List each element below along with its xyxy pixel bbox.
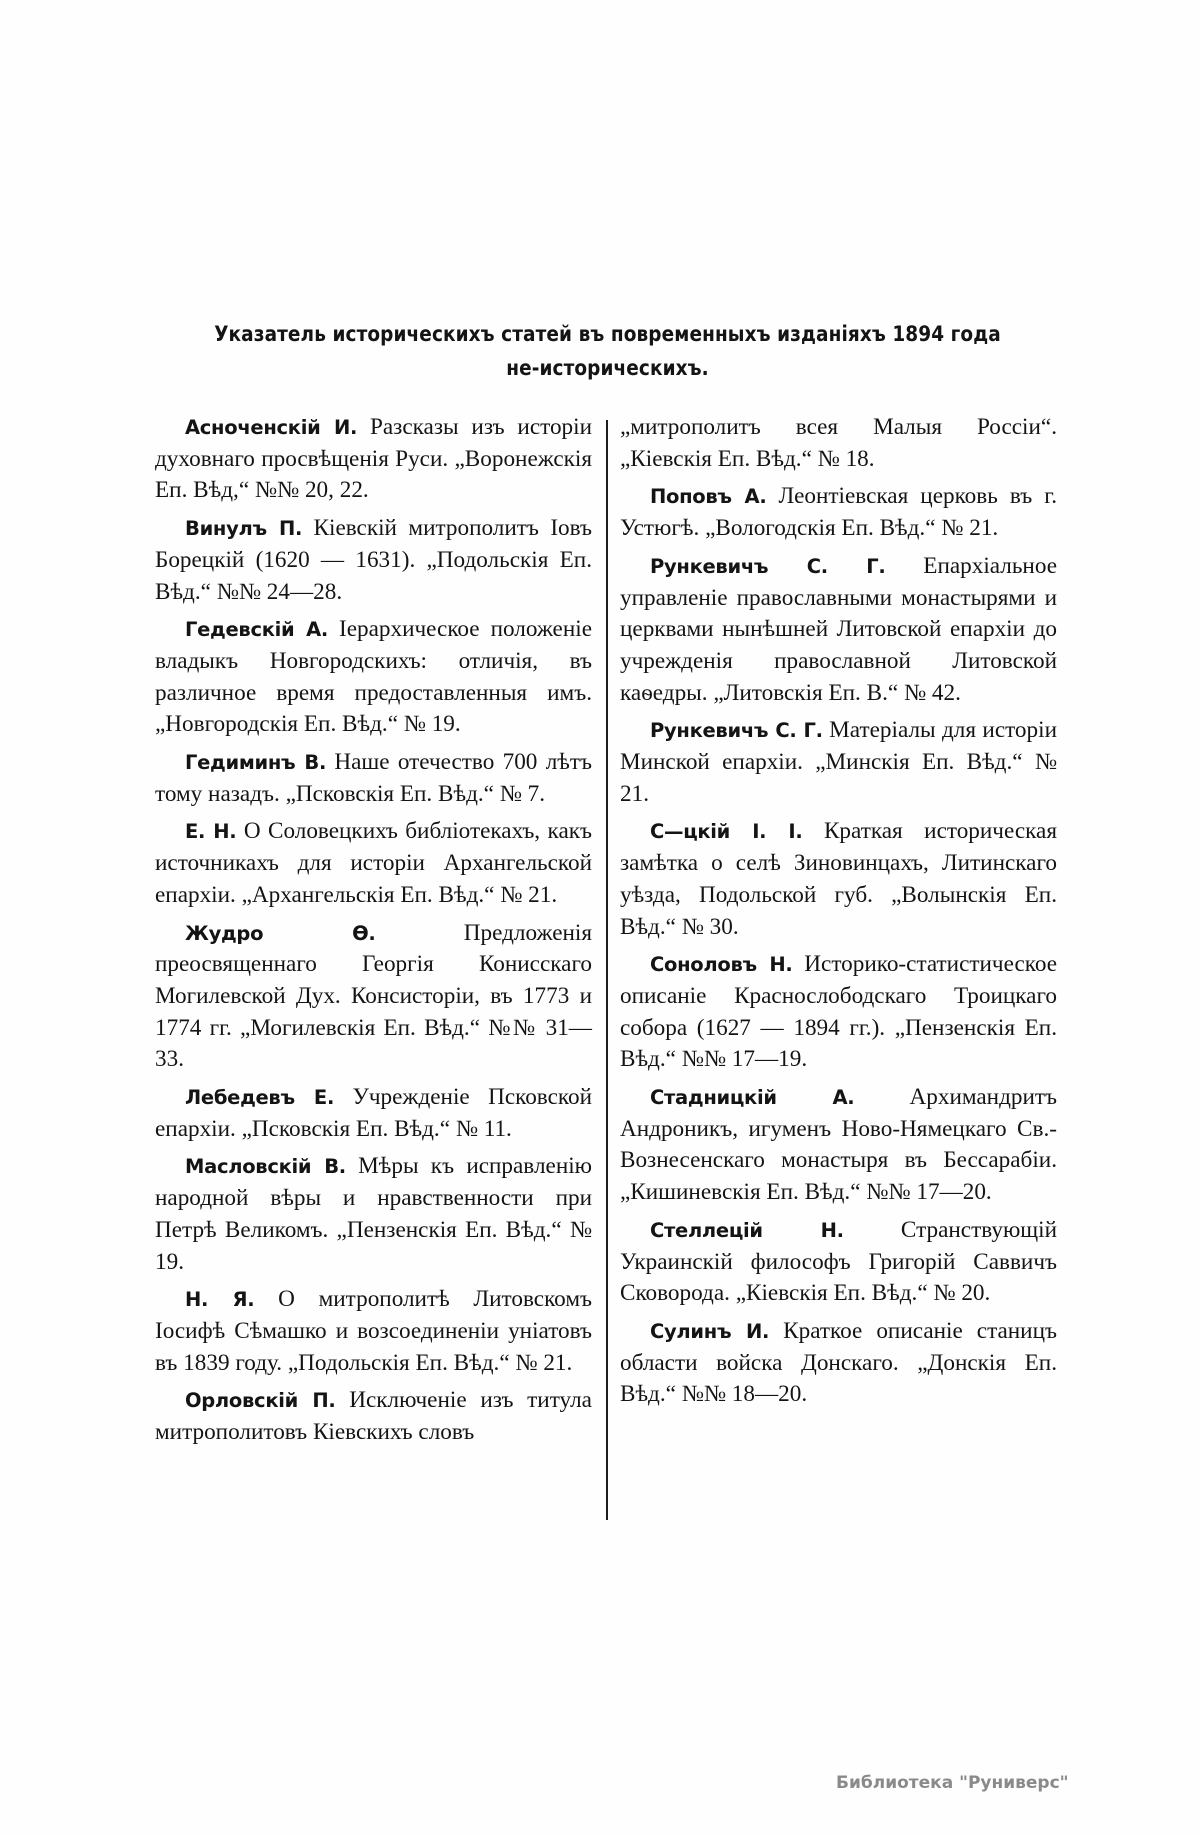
entry-author: Лебедевъ Е.: [185, 1086, 335, 1110]
entry-text: Матеріалы для исторіи Минской епархіи. „Минскія Еп. Вѣд.“ № 21.: [620, 717, 1057, 807]
entry-author: Стадницкій А.: [650, 1086, 855, 1110]
entry-text: Епархіальное управленіе православными монастырями и церквами нынѣшней Литовской епархіи до учрежденія православной Литовской каѳедры. „Литовскія Еп. В.“ № 42.: [620, 552, 1057, 706]
title-line-1: Указатель историческихъ статей въ повременныхъ изданіяхъ 1894 года: [214, 322, 1001, 347]
entry-author: Сулинъ И.: [650, 1319, 770, 1343]
entry-author: Орловскій П.: [185, 1389, 336, 1413]
index-entry: [155, 1151, 592, 1278]
left-column: [155, 412, 592, 1455]
entry-text: Разсказы изъ исторіи духовнаго просвѣщенія Руси. „Воронежскія Еп. Вѣд,“ №№ 20, 22.: [155, 414, 592, 504]
entry-author: Масловскій В.: [185, 1155, 346, 1179]
index-entry: [620, 551, 1057, 710]
entry-text: О Соловецкихъ библіотекахъ, какъ источникахъ для исторіи Архангельской епархіи. „Архангельскія Еп. Вѣд.“ № 21.: [155, 818, 592, 908]
entry-text: Краткое описаніе станицъ области войска Донскаго. „Донскія Еп. Вѣд.“ №№ 18—20.: [620, 1317, 1057, 1408]
index-entry: [620, 715, 1057, 810]
column-divider: [606, 420, 608, 1520]
index-entry: [155, 816, 592, 911]
entry-author: С—цкій І. І.: [650, 820, 803, 844]
index-entry: [155, 918, 592, 1077]
entry-text: Краткая историческая замѣтка о селѣ Зиновинцахъ, Литинскаго уѣзда, Подольской губ. „Волынскія Еп. Вѣд.“ № 30.: [620, 818, 1058, 940]
entry-author: Поповъ А.: [650, 485, 767, 509]
entry-text: Кіевскій митрополитъ Іовъ Борецкій (1620 — 1631). „Подольскія Еп. Вѣд.“ №№ 24—28.: [155, 515, 592, 605]
index-entry: [620, 1082, 1057, 1209]
index-entry: [620, 481, 1057, 544]
entry-text: Исключеніе изъ титула митрополитовъ Кіевскихъ словъ: [155, 1387, 592, 1446]
entry-text: Странствующій Украинскій философъ Григорій Саввичъ Сковорода. „Кіевскія Еп. Вѣд.“ № 20.: [620, 1216, 1057, 1307]
entry-text: Мѣры къ исправленію народной вѣры и нравственности при Петрѣ Великомъ. „Пензенскія Еп. Вѣд.“ № 19.: [155, 1153, 592, 1275]
index-entry: [155, 513, 592, 608]
index-entry: [620, 1316, 1057, 1411]
index-entry: [155, 1284, 592, 1379]
entry-text: Предложенія преосвященнаго Георгія Конисскаго Могилевской Дух. Консисторіи, въ 1773 и 1774 гг. „Могилевскія Еп. Вѣд.“ №№ 31—33.: [155, 919, 592, 1073]
entry-text: Леонтіевская церковь въ г. Устюгѣ. „Вологодскія Еп. Вѣд.“ № 21.: [620, 483, 1057, 542]
entry-author: Н. Я.: [185, 1288, 255, 1312]
entry-author: Стеллецій Н.: [650, 1218, 844, 1242]
entry-text: Учрежденіе Псковской епархіи. „Псковскія Еп. Вѣд.“ № 11.: [155, 1084, 592, 1142]
index-entry: [155, 412, 592, 507]
entry-continuation: „митрополитъ всея Малыя Россіи“. „Кіевскія Еп. Вѣд.“ № 18.: [620, 414, 1057, 472]
entry-author: Жудро Ѳ.: [185, 921, 376, 945]
right-column: [620, 412, 1057, 1417]
index-entry: [620, 816, 1057, 943]
entry-text: Іерархическое положеніе владыкъ Новгородскихъ: отличія, въ различное время предоставленныя имъ. „Новгородскія Еп. Вѣд.“ № 19.: [155, 616, 592, 738]
index-entry: [155, 1082, 592, 1145]
page-title: [214, 318, 1001, 386]
entry-author: Рункевичъ С. Г.: [650, 554, 886, 578]
library-watermark: Библиотека "Руниверс": [836, 1773, 1069, 1793]
title-line-2: не-историческихъ.: [506, 356, 709, 381]
entry-author: Винулъ П.: [185, 517, 303, 541]
entry-author: Рункевичъ С. Г.: [650, 719, 823, 743]
index-entry: [155, 614, 592, 741]
entry-text: О митрополитѣ Литовскомъ Іосифѣ Сѣмашко и возсоединеніи уніатовъ въ 1839 году. „Подольскія Еп. Вѣд.“ № 21.: [155, 1286, 592, 1376]
index-entry: [620, 1215, 1057, 1310]
entry-author: Гедевскій А.: [185, 618, 328, 642]
entry-text: Наше отечество 700 лѣтъ тому назадъ. „Псковскія Еп. Вѣд.“ № 7.: [155, 749, 592, 807]
entry-author: Соноловъ Н.: [650, 953, 793, 977]
entry-text: Архимандритъ Андроникъ, игуменъ Ново-Нямецкаго Св.-Вознесенскаго монастыря въ Бессарабіи. „Кишиневскія Еп. Вѣд.“ №№ 17—20.: [620, 1084, 1057, 1206]
index-entry: [155, 747, 592, 810]
entry-text: Историко-статистическое описаніе Краснослободскаго Троицкаго собора (1627 — 1894 гг.). „Пензенскія Еп. Вѣд.“ №№ 17—19.: [620, 951, 1058, 1073]
entry-author: Е. Н.: [185, 820, 237, 844]
index-entry: [620, 949, 1057, 1076]
index-entry: [155, 1385, 592, 1448]
entry-author: Гедиминъ В.: [185, 751, 327, 775]
entry-author: Асноченскій И.: [185, 416, 358, 439]
